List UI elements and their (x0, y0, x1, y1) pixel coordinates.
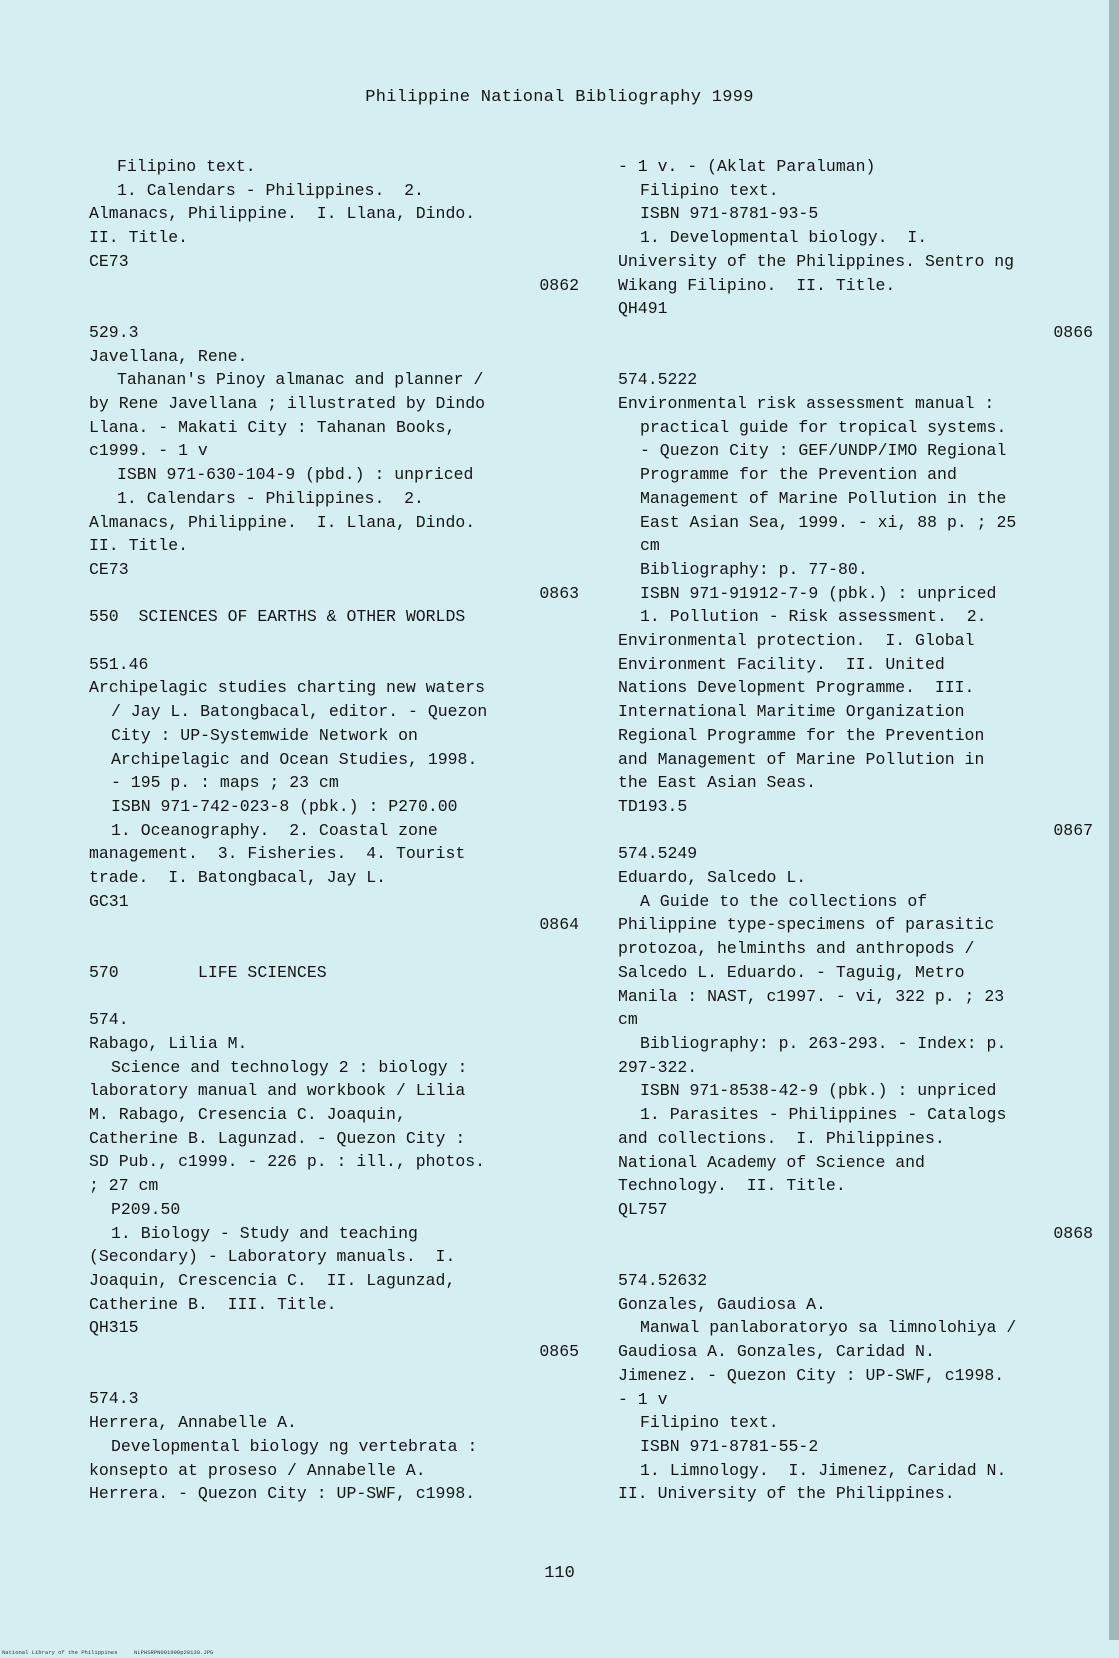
bibliography-line: 529.3 (89, 322, 139, 342)
entry-number: 0862 (539, 275, 579, 295)
bibliography-line: Philippine type-specimens of parasitic (618, 915, 995, 935)
bibliography-line: 297-322. (618, 1057, 698, 1077)
bibliography-line: 574.3 (89, 1389, 139, 1409)
bibliography-line: ISBN 971-91912-7-9 (pbk.) : unpriced (640, 583, 997, 603)
bibliography-line: Technology. II. Title. (618, 1176, 846, 1196)
bibliography-line: Programme for the Prevention and (640, 465, 957, 485)
bibliography-line: Wikang Filipino. II. Title. (618, 275, 896, 295)
blank-line (89, 985, 579, 1009)
bibliography-line: ISBN 971-8538-42-9 (pbk.) : unpriced (640, 1081, 997, 1101)
bibliography-line: Herrera. - Quezon City : UP-SWF, c1998. (89, 1484, 476, 1504)
bibliography-line: Filipino text. (640, 180, 779, 200)
right-column (618, 155, 1093, 1506)
bibliography-line: the East Asian Seas. (618, 773, 817, 793)
bibliography-line: ; 27 cm (89, 1176, 159, 1196)
bibliography-line: ISBN 971-8781-93-5 (640, 204, 819, 224)
bibliography-line: ISBN 971-742-023-8 (pbk.) : P270.00 (111, 796, 458, 816)
bibliography-line: Environmental protection. I. Global (618, 631, 975, 651)
bibliography-line: Rabago, Lilia M. (89, 1033, 248, 1053)
bibliography-line: CE73 (89, 559, 129, 579)
blank-line (89, 1364, 579, 1388)
bibliography-line: konsepto at proseso / Annabelle A. (89, 1460, 426, 1480)
bibliography-line: 574.5249 (618, 844, 698, 864)
bibliography-line: practical guide for tropical systems. (640, 417, 1007, 437)
bibliography-line: Almanacs, Philippine. I. Llana, Dindo. (89, 512, 476, 532)
page-number: 110 (544, 1564, 575, 1583)
entry-number: 0864 (539, 915, 579, 935)
bibliography-line: Eduardo, Salcedo L. (618, 868, 807, 888)
entry-number: 0868 (1053, 1223, 1093, 1243)
left-column (89, 155, 579, 1506)
bibliography-line: GC31 (89, 891, 129, 911)
bibliography-line: 1. Developmental biology. I. (640, 228, 928, 248)
bibliography-line: QH315 (89, 1318, 139, 1338)
bibliography-line: Manwal panlaboratoryo sa limnolohiya / (640, 1318, 1017, 1338)
entry-number: 0867 (1053, 820, 1093, 840)
bibliography-line: II. Title. (89, 536, 189, 556)
bibliography-line: 574.5222 (618, 370, 698, 390)
bibliography-line: Joaquin, Crescencia C. II. Lagunzad, (89, 1270, 456, 1290)
bibliography-line: M. Rabago, Cresencia C. Joaquin, (89, 1105, 406, 1125)
bibliography-line: Archipelagic and Ocean Studies, 1998. (111, 749, 478, 769)
bibliography-line: Javellana, Rene. (89, 346, 248, 366)
bibliography-line: - 1 v (618, 1389, 668, 1409)
entry-number: 0865 (539, 1342, 579, 1362)
bibliography-line: - 1 v. - (Aklat Paraluman) (618, 157, 876, 176)
bibliography-line: A Guide to the collections of (640, 891, 928, 911)
bibliography-line: 1. Biology - Study and teaching (111, 1223, 418, 1243)
bibliography-line: Regional Programme for the Prevention (618, 725, 985, 745)
bibliography-line: Llana. - Makati City : Tahanan Books, (89, 417, 456, 437)
bibliography-line: P209.50 (111, 1199, 181, 1219)
bibliography-line: - Quezon City : GEF/UNDP/IMO Regional (640, 441, 1007, 461)
bibliography-line: trade. I. Batongbacal, Jay L. (89, 868, 387, 888)
bibliography-line: Gaudiosa A. Gonzales, Caridad N. (618, 1342, 935, 1362)
bibliography-line: Tahanan's Pinoy almanac and planner / (117, 370, 484, 390)
bibliography-line: protozoa, helminths and anthropods / (618, 939, 975, 959)
bibliography-line: and Management of Marine Pollution in (618, 749, 985, 769)
bibliography-line: QL757 (618, 1199, 668, 1219)
bibliography-line: 1. Parasites - Philippines - Catalogs (640, 1105, 1007, 1125)
bibliography-line: Bibliography: p. 77-80. (640, 559, 868, 579)
bibliography-line: Catherine B. Lagunzad. - Quezon City : (89, 1128, 466, 1148)
bibliography-line: / Jay L. Batongbacal, editor. - Quezon (111, 702, 488, 722)
bibliography-line: Almanacs, Philippine. I. Llana, Dindo. (89, 204, 476, 224)
blank-line (89, 937, 579, 961)
bibliography-line: QH491 (618, 299, 668, 319)
bibliography-line: Filipino text. (117, 157, 256, 176)
bibliography-line: - 195 p. : maps ; 23 cm (111, 773, 339, 793)
bibliography-line: ISBN 971-8781-55-2 (640, 1436, 819, 1456)
bibliography-line: Developmental biology ng vertebrata : (111, 1436, 478, 1456)
bibliography-line: National Academy of Science and (618, 1152, 925, 1172)
bibliography-line: by Rene Javellana ; illustrated by Dindo (89, 394, 486, 414)
bibliography-line: ISBN 971-630-104-9 (pbd.) : unpriced (117, 465, 474, 485)
bibliography-line: Bibliography: p. 263-293. - Index: p. (640, 1034, 1007, 1053)
bibliography-line: 574.52632 (618, 1271, 708, 1291)
bibliography-line: Gonzales, Gaudiosa A. (618, 1294, 826, 1314)
bibliography-line: TD193.5 (618, 796, 688, 816)
bibliography-line: 1. Oceanography. 2. Coastal zone (111, 820, 438, 840)
page-header-title: Philippine National Bibliography 1999 (365, 88, 754, 107)
bibliography-line: Nations Development Programme. III. (618, 678, 975, 698)
bibliography-line: Jimenez. - Quezon City : UP-SWF, c1998. (618, 1365, 1005, 1385)
bibliography-line: Management of Marine Pollution in the (640, 488, 1007, 508)
bibliography-line: International Maritime Organization (618, 702, 965, 722)
blank-line (618, 345, 1093, 369)
bibliography-line: II. Title. (89, 228, 189, 248)
bibliography-line: SD Pub., c1999. - 226 p. : ill., photos. (89, 1152, 486, 1172)
bibliography-line: 570 LIFE SCIENCES (89, 962, 327, 982)
bibliography-line: c1999. - 1 v (89, 441, 208, 461)
bibliography-line: and collections. I. Philippines. (618, 1128, 945, 1148)
blank-line (89, 629, 579, 653)
bibliography-line: Environment Facility. II. United (618, 654, 945, 674)
bibliography-line: 551.46 (89, 654, 149, 674)
blank-line (618, 1245, 1093, 1269)
bibliography-line: Archipelagic studies charting new waters (89, 678, 486, 698)
bibliography-line: Manila : NAST, c1997. - vi, 322 p. ; 23 (618, 986, 1005, 1006)
bibliography-line: management. 3. Fisheries. 4. Tourist (89, 844, 466, 864)
bibliography-line: University of the Philippines. Sentro ng (618, 251, 1015, 271)
bibliography-line: cm (640, 536, 660, 556)
bibliography-line: 574. (89, 1010, 129, 1030)
bibliography-line: 1. Limnology. I. Jimenez, Caridad N. (640, 1460, 1007, 1480)
entry-number: 0863 (539, 583, 579, 603)
bibliography-line: 1. Pollution - Risk assessment. 2. (640, 607, 987, 627)
bibliography-line: (Secondary) - Laboratory manuals. I. (89, 1247, 456, 1267)
bibliography-line: Herrera, Annabelle A. (89, 1413, 297, 1433)
bibliography-line: cm (618, 1010, 638, 1030)
bibliography-line: 550 SCIENCES OF EARTHS & OTHER WORLDS (89, 607, 466, 627)
bibliography-line: laboratory manual and workbook / Lilia (89, 1081, 466, 1101)
bibliography-line: 1. Calendars - Philippines. 2. (117, 488, 424, 508)
bibliography-line: Filipino text. (640, 1413, 779, 1433)
bibliography-line: Salcedo L. Eduardo. - Taguig, Metro (618, 962, 965, 982)
bibliography-line: Science and technology 2 : biology : (111, 1057, 468, 1077)
blank-line (89, 297, 579, 321)
bibliography-line: 1. Calendars - Philippines. 2. (117, 180, 424, 200)
bibliography-line: Environmental risk assessment manual : (618, 394, 995, 414)
bibliography-line: II. University of the Philippines. (618, 1484, 955, 1504)
bibliography-line: CE73 (89, 251, 129, 271)
bibliography-line: City : UP-Systemwide Network on (111, 725, 418, 745)
entry-number: 0866 (1053, 322, 1093, 342)
bibliography-line: Catherine B. III. Title. (89, 1294, 337, 1314)
bibliography-line: East Asian Sea, 1999. - xi, 88 p. ; 25 (640, 512, 1017, 532)
scan-footer-caption: National Library of the Philippines NLPHSRPN091999p20130.JPG (2, 1649, 214, 1656)
page-edge-shadow (1109, 0, 1119, 1640)
